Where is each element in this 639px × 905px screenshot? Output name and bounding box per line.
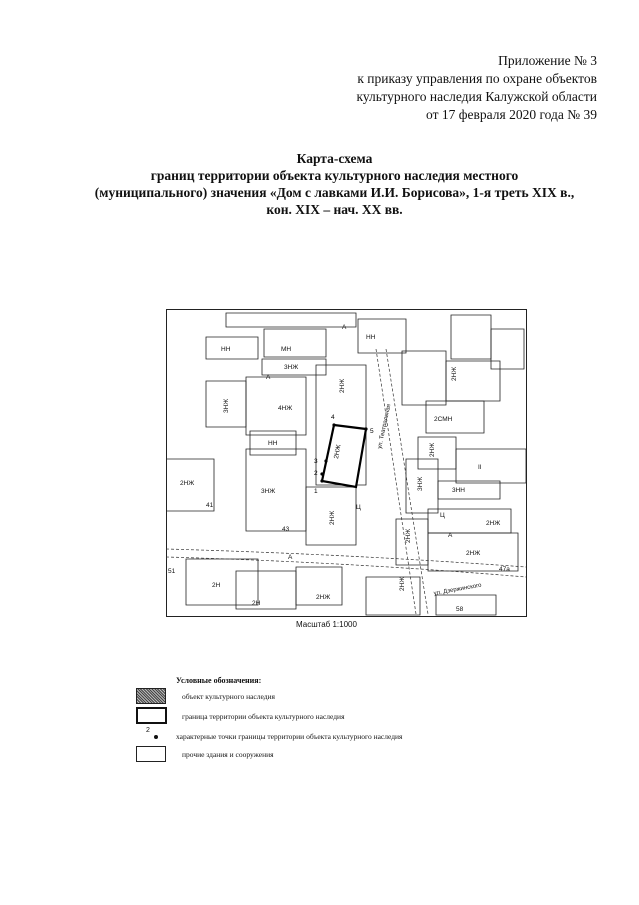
svg-text:2НЖ: 2НЖ [339, 378, 346, 393]
title-line-4: кон. XIX – нач. XX вв. [266, 202, 403, 217]
svg-text:4НЖ: 4НЖ [278, 405, 293, 412]
svg-text:4: 4 [331, 414, 335, 421]
legend-territory-boundary: граница территории объекта культурного наследия [182, 712, 345, 721]
svg-text:НН: НН [366, 334, 376, 341]
svg-text:НН: НН [268, 440, 278, 447]
svg-text:2НЖ: 2НЖ [451, 366, 458, 381]
svg-text:5: 5 [370, 428, 374, 435]
legend-heritage-object: объект культурного наследия [182, 692, 275, 701]
svg-text:ул. Дзержинского: ул. Дзержинского [433, 582, 483, 597]
svg-text:А: А [448, 532, 453, 539]
document-header [356, 52, 597, 124]
header-line-3: культурного наследия Калужской области [356, 89, 597, 104]
svg-text:51: 51 [168, 568, 176, 575]
legend-swatch-other [136, 746, 166, 762]
legend-other-buildings: прочие здания и сооружения [182, 750, 274, 759]
svg-text:58: 58 [456, 606, 464, 613]
svg-text:2НЖ: 2НЖ [329, 510, 336, 525]
svg-text:3НЖ: 3НЖ [223, 398, 230, 413]
svg-text:2НЖ: 2НЖ [486, 520, 501, 527]
svg-text:3: 3 [314, 458, 318, 465]
legend-swatch-boundary [136, 707, 167, 724]
svg-text:2НЖ: 2НЖ [466, 550, 481, 557]
svg-text:2НЖ: 2НЖ [429, 442, 436, 457]
title-line-3: (муниципального) значения «Дом с лавками И.И. Борисова», 1-я треть XIX в., [94, 185, 575, 200]
legend-point-dot [154, 735, 158, 739]
svg-text:2НЖ: 2НЖ [405, 528, 412, 543]
header-line-2: к приказу управления по охране объектов [357, 71, 597, 86]
svg-text:2СМН: 2СМН [434, 416, 453, 423]
svg-text:Ц: Ц [440, 512, 445, 519]
svg-text:2НЖ: 2НЖ [316, 594, 331, 601]
svg-text:3НЖ: 3НЖ [261, 488, 276, 495]
svg-text:41: 41 [206, 502, 214, 509]
legend-title: Условные обозначения: [176, 676, 262, 685]
svg-text:3НЖ: 3НЖ [284, 364, 299, 371]
svg-text:А: А [342, 324, 347, 331]
svg-text:47а: 47а [499, 566, 510, 573]
svg-text:ул. Театральная: ул. Театральная [377, 403, 393, 450]
header-line-1: Приложение № 3 [498, 53, 597, 68]
svg-text:43: 43 [282, 526, 290, 533]
legend-boundary-points: характерные точки границы территории объекта культурного наследия [176, 732, 403, 741]
legend-point-number: 2 [146, 727, 150, 734]
svg-text:А: А [288, 554, 293, 561]
svg-text:НН: НН [221, 346, 231, 353]
header-line-4: от 17 февраля 2020 года № 39 [426, 107, 597, 122]
svg-text:2НЖ: 2НЖ [333, 444, 343, 460]
svg-text:2Н: 2Н [252, 600, 261, 607]
cadastral-map [166, 309, 527, 617]
svg-text:2: 2 [314, 470, 318, 477]
svg-text:Ц: Ц [356, 504, 361, 511]
svg-text:3НН: 3НН [452, 487, 466, 494]
svg-text:МН: МН [281, 346, 292, 353]
svg-text:II: II [478, 464, 482, 471]
svg-text:3НЖ: 3НЖ [417, 476, 424, 491]
legend-swatch-heritage [136, 688, 166, 704]
document-title [70, 150, 599, 218]
svg-text:2НЖ: 2НЖ [180, 480, 195, 487]
title-line-1: Карта-схема [296, 151, 373, 166]
map-scale: Масштаб 1:1000 [296, 620, 357, 629]
svg-text:2Н: 2Н [212, 582, 221, 589]
title-line-2: границ территории объекта культурного наследия местного [150, 168, 519, 183]
svg-text:1: 1 [314, 488, 318, 495]
svg-text:А: А [266, 374, 271, 381]
svg-text:2НЖ: 2НЖ [399, 576, 406, 591]
